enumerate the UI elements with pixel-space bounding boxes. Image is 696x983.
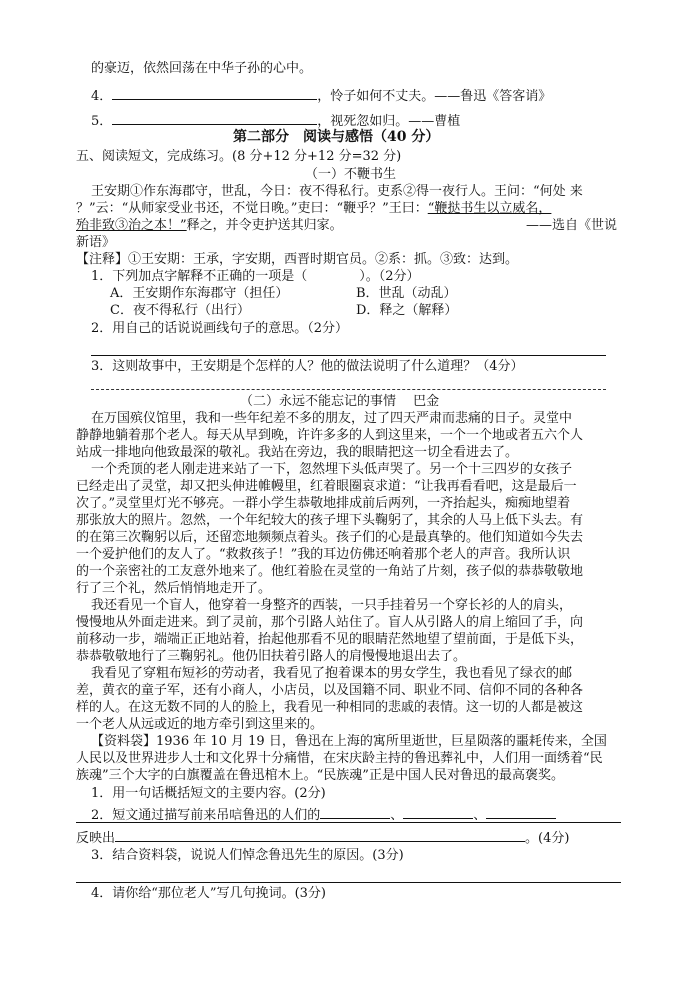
underlined-sentence: 殆非致③治之本！” [76,218,187,233]
p2-q2-blank-3[interactable] [486,805,556,819]
passage2-line: 慢慢地从外面走进来。到了灵前，那个引路人站住了。盲人从引路人的肩上缩回了手，向 [76,615,584,630]
p2-q2-blank-1[interactable] [320,805,390,819]
p2-question-2-cont [76,828,569,847]
passage1-source: 新语》 [76,235,116,250]
passage2-line: 站成一排地向他致最深的敬礼。我站在旁边，我的眼睛把这一切全看进去了。 [76,445,519,460]
passage1-line: 王安期①作东海郡守，世乱，今日：夜不得私行。吏系②得一夜行人。王问：“何处 来 [91,184,583,199]
answer-line[interactable] [91,355,606,356]
passage1-title: （一）不鞭书生 [305,167,397,182]
question-5 [91,111,460,130]
passage2-line: 差，黄衣的童子军，还有小商人，小店员，以及国籍不同、职业不同、信仰不同的各种各 [76,683,584,698]
answer-line[interactable] [91,389,606,390]
q5-text: ，视死忽如归。——曹植 [317,114,461,129]
option-d[interactable]: D．释之（解释） [356,303,458,318]
section5-intro: 五、阅读短文，完成练习。(8 分+12 分+12 分=32 分) [76,149,402,164]
q5-number: 5． [91,114,113,129]
q4-answer-blank[interactable] [112,86,317,100]
q4-number: 4． [91,89,113,104]
p2-question-3: 3．结合资料袋，说说人们悼念鲁迅先生的原因。(3分) [91,848,404,863]
passage2-line: 次了。”灵堂里灯光不够亮。一群小学生恭敬地排成前后两列，一齐抬起头，痴痴地望着 [76,496,571,511]
p2-q2-text: 反映出 [76,831,116,846]
passage2-title: （二）永远不能忘记的事情 巴金 [240,394,440,409]
p2-question-4: 4．请你给“那位老人”写几句挽词。(3分) [91,886,326,901]
passage1-line [76,200,551,217]
passage2-line: 一个老人从远或近的地方牵引到这里来的。 [76,717,324,732]
q4-text: ，怜子如何不丈夫。——鲁迅《答客诮》 [317,89,552,104]
p1-question-3: 3．这则故事中，王安期是个怎样的人？他的做法说明了什么道理？（4分） [91,359,524,374]
resource-box-line: 族魂”三个大字的白旗覆盖在鲁迅棺木上。“民族魂”正是中国人民对鲁迅的最高褒奖。 [76,768,564,783]
passage2-line: 我还看见一个盲人，他穿着一身整齐的西装，一只手挂着另一个穿长衫的人的肩头， [91,598,573,613]
passage2-line: 一个爱护他们的友人了。“救救孩子！”我的耳边仿佛还响着那个老人的声音。我所认识 [76,547,571,562]
option-b[interactable]: B．世乱（动乱） [356,286,457,301]
resource-box-line: 人民以及世界进步人士和文化界十分痛惜，在宋庆龄主持的鲁迅葬礼中，人们用一面绣着“民 [76,751,603,766]
passage2-line: 一个秃顶的老人刚走进来站了一下，忽然埋下头低声哭了。另一个十三四岁的女孩子 [91,462,573,477]
passage1-note: 【注释】①王安期：王承，字安期，西晋时期官员。②系：抓。③致：达到。 [76,252,519,267]
option-a[interactable]: A．王安期作东海郡守（担任） [110,286,289,301]
passage1-line [76,217,343,234]
part2-title: 第二部分 阅读与感悟（40 分） [233,129,440,145]
p2-question-2 [91,805,556,824]
passage2-line: 行了三个礼，然后悄悄地走开了。 [76,581,272,596]
passage2-line: 前移动一步，端端正正地站着，抬起他那看不见的眼睛茫然地望了望前面，于是低下头， [76,632,584,647]
text-line: 的豪迈，依然回荡在中华子孙的心中。 [91,61,313,76]
passage1-text: ？”云：“从师家受业书还，不觉日晚。”吏曰：“鞭乎？”王曰： [76,201,428,216]
q5-answer-blank[interactable] [112,111,317,125]
separator: 、 [473,808,487,823]
question-4 [91,86,551,105]
passage2-line: 在万国殡仪馆里，我和一些年纪差不多的朋友，过了四天严肃而悲痛的日子。灵堂中 [91,411,573,426]
passage1-text: 释之，并令吏护送其归家。 [186,218,343,233]
passage2-line: 我看见了穿粗布短衫的劳动者，我看见了抱着课本的男女学生，我也看见了绿衣的邮 [91,666,573,681]
passage2-line: 静静地躺着那个老人。每天从早到晚，许许多多的人到这里来，一个一个地或者五六个人 [76,428,584,443]
p1-question-1: 1．下列加点字解释不正确的一项是（ ）。（2分） [91,269,420,284]
p2-question-1: 1．用一句话概括短文的主要内容。(2分) [91,786,326,801]
passage2-line: 样的人。在这无数不同的人的脸上，我看见一种相同的悲戚的表情。这一切的人都是被这 [76,700,584,715]
passage2-line: 恭恭敬敬地行了三鞠躬礼。他仍旧扶着引路人的肩慢慢地退出去了。 [76,649,467,664]
p2-q2-text: 。(4分) [525,831,570,846]
p2-q2-text: 2．短文通过描写前来吊唁鲁迅的人们的 [91,808,321,823]
passage2-line: 的一个亲密社的工友意外地来了。他红着脸在灵堂的一角站了片刻，孩子似的恭恭敬敬地 [76,564,584,579]
p2-q2-blank-2[interactable] [403,805,473,819]
answer-line[interactable] [76,882,621,883]
option-c[interactable]: C．夜不得私行（出行） [110,303,250,318]
p2-q2-blank-4[interactable] [115,828,525,842]
passage2-line: 那张放大的照片。忽然，一个年纪较大的孩子埋下头鞠躬了，其余的人马上低下头去。有 [76,513,584,528]
resource-box-line: 【资料袋】1936 年 10 月 19 日，鲁迅在上海的寓所里逝世，巨星陨落的噩耗传来，全国 [91,734,607,749]
passage1-source: ——选自《世说 [526,218,618,233]
passage2-line: 已经走出了灵堂，却又把头伸进帷幔里，红着眼圈哀求道：“让我再看看吧，这是最后一 [76,479,577,494]
passage2-line: 的在第三次鞠躬以后，还留恋地频频点着头。孩子们的心是最真挚的。他们知道如今失去 [76,530,584,545]
p1-question-2: 2．用自己的话说说画线句子的意思。（2分） [91,321,349,336]
separator: 、 [390,808,404,823]
underlined-sentence: “鞭挞书生以立威名， [427,201,552,216]
